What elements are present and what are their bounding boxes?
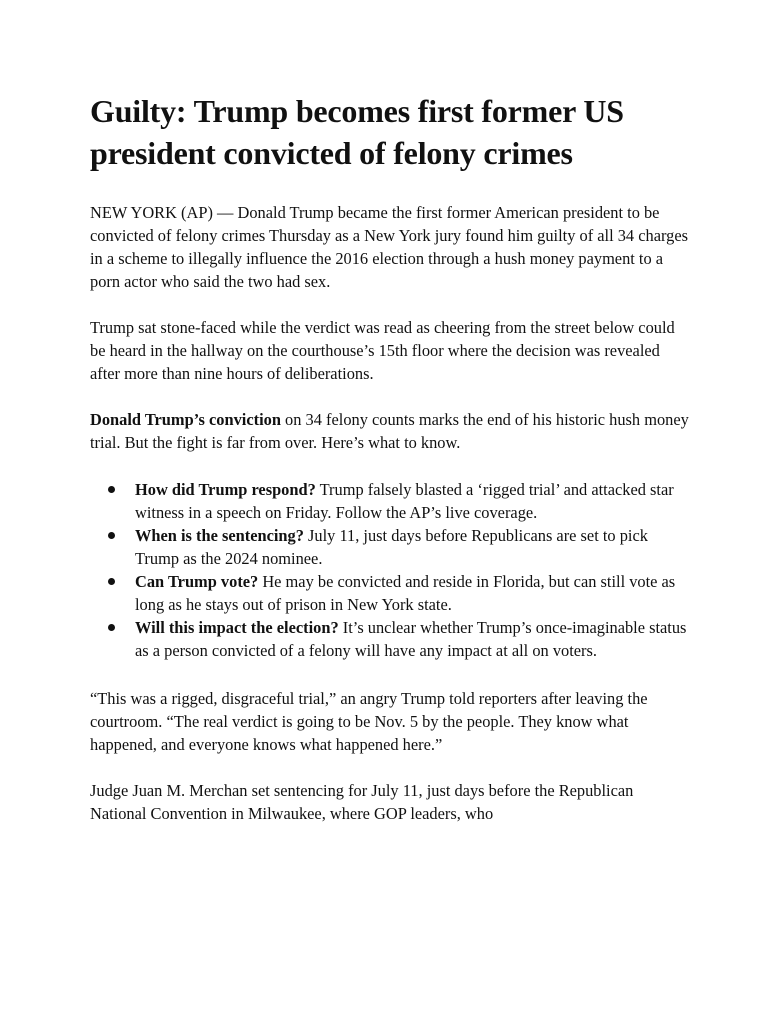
bullet-icon bbox=[108, 486, 115, 493]
paragraph-lede: NEW YORK (AP) — Donald Trump became the first former American president to be convicted of felony crimes Thursday as a New York jury found him guilty of all 34 charges in a scheme to illegally influence the 2016 election through a hush money payment to a porn actor who said the two had sex. bbox=[90, 203, 688, 291]
paragraph-verdict: Trump sat stone-faced while the verdict was read as cheering from the street below could be heard in the hallway on the courthouse’s 15th floor where the decision was revealed after more than nine hours of deliberations. bbox=[90, 318, 675, 383]
paragraph-quote: “This was a rigged, disgraceful trial,” an angry Trump told reporters after leaving the courtroom. “The real verdict is going to be Nov. 5 by the people. They know what happened, and everyone knows what happened here.” bbox=[90, 689, 648, 754]
list-item-text: It’s unclear whether Trump’s once-imaginable status as a person convicted of a felony will have any impact at all on voters. bbox=[135, 618, 687, 660]
bullet-icon bbox=[108, 532, 115, 539]
intro-text: on 34 felony counts marks the end of his historic hush money trial. But the fight is far from over. Here’s what to know. bbox=[90, 410, 689, 452]
bullet-icon bbox=[108, 624, 115, 631]
list-item bbox=[135, 524, 690, 570]
list-item-text: July 11, just days before Republicans are set to pick Trump as the 2024 nominee. bbox=[135, 526, 648, 568]
article-body bbox=[90, 90, 690, 825]
intro-bold: Donald Trump’s conviction bbox=[90, 410, 281, 429]
list-item-text: Trump falsely blasted a ‘rigged trial’ and attacked star witness in a speech on Friday. Follow the AP’s live coverage. bbox=[135, 480, 674, 522]
list-item-heading: Will this impact the election? bbox=[135, 618, 339, 637]
list-item-heading: Can Trump vote? bbox=[135, 572, 259, 591]
article-title: Guilty: Trump becomes first former US president convicted of felony crimes bbox=[90, 93, 624, 171]
paragraph-sentencing: Judge Juan M. Merchan set sentencing for July 11, just days before the Republican National Convention in Milwaukee, where GOP leaders, who bbox=[90, 781, 634, 823]
list-item bbox=[135, 570, 690, 616]
bullet-icon bbox=[108, 578, 115, 585]
key-points-list bbox=[90, 478, 690, 662]
paragraph-intro bbox=[90, 408, 690, 454]
list-item-heading: When is the sentencing? bbox=[135, 526, 304, 545]
list-item bbox=[135, 478, 690, 524]
list-item-text: He may be convicted and reside in Florida, but can still vote as long as he stays out of prison in New York state. bbox=[135, 572, 676, 614]
list-item bbox=[135, 616, 690, 662]
list-item-heading: How did Trump respond? bbox=[135, 480, 316, 499]
